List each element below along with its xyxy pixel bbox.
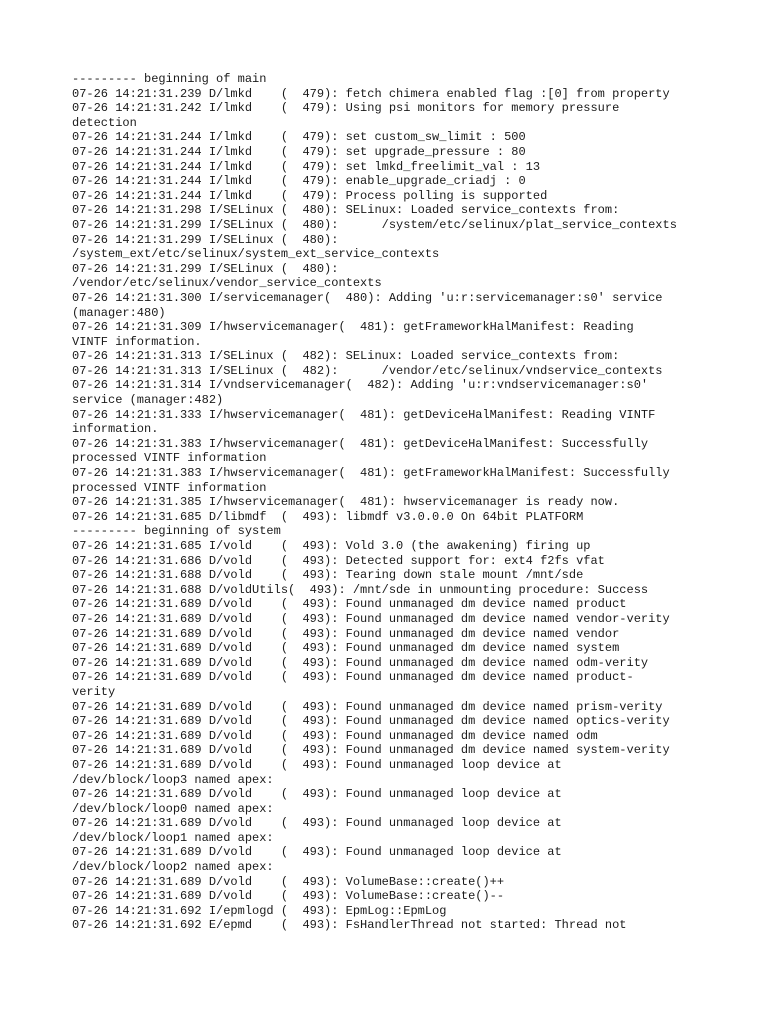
log-line: 07-26 14:21:31.299 I/SELinux ( 480): xyxy=(72,232,339,247)
log-line: verity xyxy=(72,684,116,699)
log-line: 07-26 14:21:31.689 D/vold ( 493): Found unmanaged dm device named product xyxy=(72,597,627,612)
log-line: 07-26 14:21:31.385 I/hwservicemanager( 481): hwservicemanager is ready now. xyxy=(72,495,620,510)
log-line: information. xyxy=(72,422,159,437)
log-line: 07-26 14:21:31.300 I/servicemanager( 480): Adding 'u:r:servicemanager:s0' service xyxy=(72,290,663,305)
log-line: 07-26 14:21:31.314 I/vndservicemanager( 482): Adding 'u:r:vndservicemanager:s0' xyxy=(72,378,649,393)
log-line: 07-26 14:21:31.298 I/SELinux ( 480): SELinux: Loaded service_contexts from: xyxy=(72,203,620,218)
log-line: 07-26 14:21:31.239 D/lmkd ( 479): fetch chimera enabled flag :[0] from property xyxy=(72,86,670,101)
log-line: 07-26 14:21:31.244 I/lmkd ( 479): enable_upgrade_criadj : 0 xyxy=(72,174,526,189)
log-line: 07-26 14:21:31.383 I/hwservicemanager( 481): getDeviceHalManifest: Successfully xyxy=(72,436,649,451)
log-line: 07-26 14:21:31.689 D/vold ( 493): Found unmanaged loop device at xyxy=(72,757,562,772)
log-line: 07-26 14:21:31.689 D/vold ( 493): Found unmanaged dm device named odm xyxy=(72,728,598,743)
log-line: 07-26 14:21:31.685 I/vold ( 493): Vold 3.0 (the awakening) firing up xyxy=(72,539,591,553)
log-line: 07-26 14:21:31.689 D/vold ( 493): Found unmanaged dm device named system xyxy=(72,641,620,656)
log-line: 07-26 14:21:31.689 D/vold ( 493): VolumeBase::create()++ xyxy=(72,874,505,889)
log-line: 07-26 14:21:31.689 D/vold ( 493): Found unmanaged dm device named product- xyxy=(72,670,634,685)
log-line: 07-26 14:21:31.689 D/vold ( 493): Found unmanaged dm device named vendor-verity xyxy=(72,611,670,626)
log-line: 07-26 14:21:31.688 D/vold ( 493): Tearing down stale mount /mnt/sde xyxy=(72,568,584,583)
log-line: 07-26 14:21:31.685 D/libmdf ( 493): libmdf v3.0.0.0 On 64bit PLATFORM xyxy=(72,509,584,524)
log-line: /dev/block/loop2 named apex: xyxy=(72,860,274,875)
log-line: 07-26 14:21:31.313 I/SELinux ( 482): SELinux: Loaded service_contexts from: xyxy=(72,349,620,364)
log-line: 07-26 14:21:31.688 D/voldUtils( 493): /mnt/sde in unmounting procedure: Success xyxy=(72,582,649,597)
log-line: /vendor/etc/selinux/vendor_service_contexts xyxy=(72,276,382,291)
log-line: 07-26 14:21:31.689 D/vold ( 493): Found unmanaged dm device named optics-verity xyxy=(72,714,670,729)
log-line: 07-26 14:21:31.689 D/vold ( 493): Found unmanaged loop device at xyxy=(72,787,562,802)
log-line: 07-26 14:21:31.689 D/vold ( 493): Found unmanaged dm device named vendor xyxy=(72,626,620,641)
log-line: 07-26 14:21:31.313 I/SELinux ( 482): /vendor/etc/selinux/vndservice_contexts xyxy=(72,363,663,378)
log-line: 07-26 14:21:31.686 D/vold ( 493): Detected support for: ext4 f2fs vfat xyxy=(72,553,605,568)
log-line: 07-26 14:21:31.689 D/vold ( 493): Found unmanaged dm device named system-verity xyxy=(72,743,670,758)
log-line: 07-26 14:21:31.689 D/vold ( 493): Found unmanaged dm device named prism-verity xyxy=(72,699,663,714)
log-line: 07-26 14:21:31.383 I/hwservicemanager( 481): getFrameworkHalManifest: Successfully xyxy=(72,466,670,481)
log-line: /dev/block/loop0 named apex: xyxy=(72,801,274,816)
log-line: (manager:480) xyxy=(72,305,166,320)
log-line: VINTF information. xyxy=(72,334,202,349)
log-line: service (manager:482) xyxy=(72,393,224,408)
log-line: --------- beginning of main xyxy=(72,72,267,86)
log-line: 07-26 14:21:31.692 E/epmd ( 493): FsHandlerThread not started: Thread not xyxy=(72,918,627,933)
log-line: 07-26 14:21:31.299 I/SELinux ( 480): /system/etc/selinux/plat_service_contexts xyxy=(72,217,677,232)
log-line: /dev/block/loop1 named apex: xyxy=(72,830,274,845)
log-line: 07-26 14:21:31.689 D/vold ( 493): Found unmanaged loop device at xyxy=(72,816,562,831)
log-line: 07-26 14:21:31.309 I/hwservicemanager( 481): getFrameworkHalManifest: Reading xyxy=(72,320,634,335)
log-line: /dev/block/loop3 named apex: xyxy=(72,772,274,787)
log-line: processed VINTF information xyxy=(72,480,267,495)
log-line: detection xyxy=(72,115,137,130)
log-line: /system_ext/etc/selinux/system_ext_service_contexts xyxy=(72,247,440,262)
log-line: 07-26 14:21:31.689 D/vold ( 493): Found unmanaged loop device at xyxy=(72,845,562,860)
log-line: 07-26 14:21:31.244 I/lmkd ( 479): set lmkd_freelimit_val : 13 xyxy=(72,159,541,174)
log-line: processed VINTF information xyxy=(72,451,267,466)
log-line: 07-26 14:21:31.692 I/epmlogd ( 493): EpmLog::EpmLog xyxy=(72,903,447,918)
log-line: 07-26 14:21:31.244 I/lmkd ( 479): set upgrade_pressure : 80 xyxy=(72,144,526,159)
log-line: 07-26 14:21:31.244 I/lmkd ( 479): Process polling is supported xyxy=(72,188,548,203)
log-document xyxy=(72,72,732,933)
log-line: 07-26 14:21:31.242 I/lmkd ( 479): Using psi monitors for memory pressure xyxy=(72,101,620,116)
log-line: 07-26 14:21:31.244 I/lmkd ( 479): set custom_sw_limit : 500 xyxy=(72,130,526,145)
log-line: 07-26 14:21:31.299 I/SELinux ( 480): xyxy=(72,261,339,276)
log-line: --------- beginning of system xyxy=(72,524,281,539)
log-line: 07-26 14:21:31.333 I/hwservicemanager( 481): getDeviceHalManifest: Reading VINTF xyxy=(72,407,656,422)
log-line: 07-26 14:21:31.689 D/vold ( 493): Found unmanaged dm device named odm-verity xyxy=(72,655,649,670)
log-line: 07-26 14:21:31.689 D/vold ( 493): VolumeBase::create()-- xyxy=(72,889,505,904)
